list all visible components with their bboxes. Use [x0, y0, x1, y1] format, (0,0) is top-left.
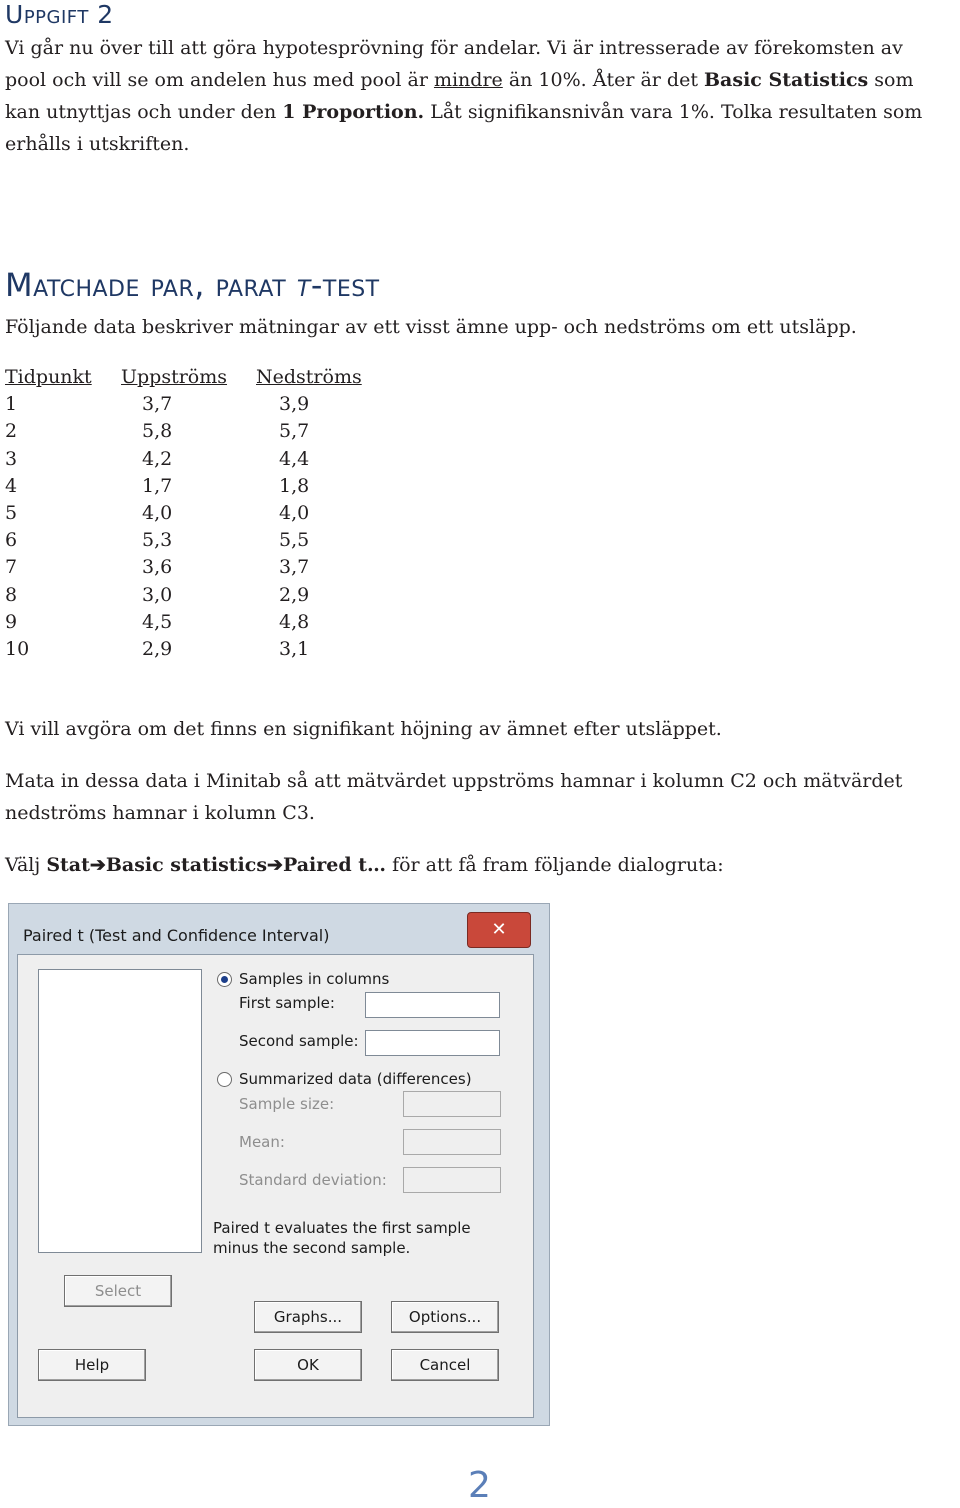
header-uppstroms: Uppströms	[121, 366, 228, 388]
samples-in-columns-label: Samples in columns	[239, 970, 390, 988]
cell-tidpunkt: 10	[5, 637, 30, 660]
menu-path-paragraph: Välj Stat➔Basic statistics➔Paired t… för att få fram följande dialogruta:	[5, 854, 724, 876]
header-nedstroms: Nedströms	[256, 366, 362, 388]
cancel-button[interactable]: Cancel	[391, 1349, 499, 1381]
cell-tidpunkt: 6	[5, 529, 18, 552]
cell-tidpunkt: 7	[5, 556, 18, 579]
graphs-button[interactable]: Graphs...	[254, 1301, 362, 1333]
arrow-icon: ➔	[267, 854, 283, 876]
note-line-2: minus the second sample.	[213, 1239, 411, 1257]
arrow-icon: ➔	[89, 854, 106, 876]
mean-label: Mean:	[239, 1133, 285, 1151]
close-button[interactable]	[467, 912, 531, 948]
sample-size-input[interactable]	[403, 1091, 501, 1117]
mean-input[interactable]	[403, 1129, 501, 1155]
task-paragraph: Vi går nu över till att göra hypotesprövning för andelar. Vi är intresserade av förekomsten av pool och vill se om andelen hus med pool är mindre än 10%. Åter är det Basic Statistics som kan utnyttjas och under den 1 Proportion. Låt signifikansnivån vara 1%. Tolka resultaten som erhålls i utskriften.	[5, 37, 923, 155]
cell-nedstroms: 3,1	[279, 637, 310, 660]
cell-tidpunkt: 8	[5, 583, 18, 606]
select-button[interactable]: Select	[64, 1275, 172, 1307]
note-line-1: Paired t evaluates the first sample	[213, 1219, 471, 1237]
cell-nedstroms: 4,4	[279, 447, 310, 470]
cell-uppstroms: 3,7	[142, 393, 173, 416]
cell-uppstroms: 4,0	[142, 501, 173, 524]
dialog-title: Paired t (Test and Confidence Interval)	[23, 926, 330, 945]
cell-uppstroms: 4,2	[142, 447, 173, 470]
cell-uppstroms: 3,6	[142, 556, 173, 579]
sample-size-label: Sample size:	[239, 1095, 335, 1113]
instruction-paragraph: Mata in dessa data i Minitab så att mätvärdet uppströms hamnar i kolumn C2 och mätvärdet nedströms hamnar i kolumn C3.	[5, 770, 903, 824]
close-icon: ✕	[491, 919, 507, 940]
cell-uppstroms: 2,9	[142, 637, 173, 660]
cell-tidpunkt: 3	[5, 447, 18, 470]
cell-nedstroms: 2,9	[279, 583, 310, 606]
cell-nedstroms: 4,8	[279, 610, 310, 633]
section-heading: Matchade par, parat t-test	[5, 266, 380, 304]
cell-uppstroms: 4,5	[142, 610, 173, 633]
cell-tidpunkt: 4	[5, 474, 18, 497]
cell-tidpunkt: 2	[5, 420, 18, 443]
section-intro: Följande data beskriver mätningar av ett visst ämne upp- och nedströms om ett utsläpp.	[5, 316, 857, 338]
ok-button[interactable]: OK	[254, 1349, 362, 1381]
cell-nedstroms: 4,0	[279, 501, 310, 524]
summarized-data-radio[interactable]	[217, 1072, 232, 1087]
goal-paragraph: Vi vill avgöra om det finns en signifikant höjning av ämnet efter utsläppet.	[5, 718, 722, 740]
second-sample-label: Second sample:	[239, 1032, 359, 1050]
cell-nedstroms: 5,5	[279, 529, 310, 552]
paired-t-dialog	[8, 903, 550, 1426]
summarized-data-label: Summarized data (differences)	[239, 1070, 472, 1088]
first-sample-input[interactable]	[365, 992, 500, 1018]
options-button[interactable]: Options...	[391, 1301, 499, 1333]
second-sample-input[interactable]	[365, 1030, 500, 1056]
cell-nedstroms: 1,8	[279, 474, 310, 497]
std-dev-input[interactable]	[403, 1167, 501, 1193]
header-tidpunkt: Tidpunkt	[5, 366, 92, 388]
dialog-titlebar[interactable]	[9, 904, 549, 954]
task-heading: Uppgift 2	[5, 0, 114, 29]
samples-in-columns-radio[interactable]	[217, 972, 232, 987]
dialog-client	[17, 954, 534, 1418]
page-number: 2	[468, 1465, 491, 1506]
cell-tidpunkt: 5	[5, 501, 18, 524]
help-button[interactable]: Help	[38, 1349, 146, 1381]
cell-nedstroms: 3,7	[279, 556, 310, 579]
cell-tidpunkt: 1	[5, 393, 18, 416]
first-sample-label: First sample:	[239, 994, 335, 1012]
cell-uppstroms: 5,8	[142, 420, 173, 443]
cell-nedstroms: 5,7	[279, 420, 310, 443]
std-dev-label: Standard deviation:	[239, 1171, 387, 1189]
cell-uppstroms: 3,0	[142, 583, 173, 606]
variables-listbox[interactable]	[38, 969, 202, 1253]
cell-uppstroms: 1,7	[142, 474, 173, 497]
cell-tidpunkt: 9	[5, 610, 18, 633]
cell-uppstroms: 5,3	[142, 529, 173, 552]
cell-nedstroms: 3,9	[279, 393, 310, 416]
